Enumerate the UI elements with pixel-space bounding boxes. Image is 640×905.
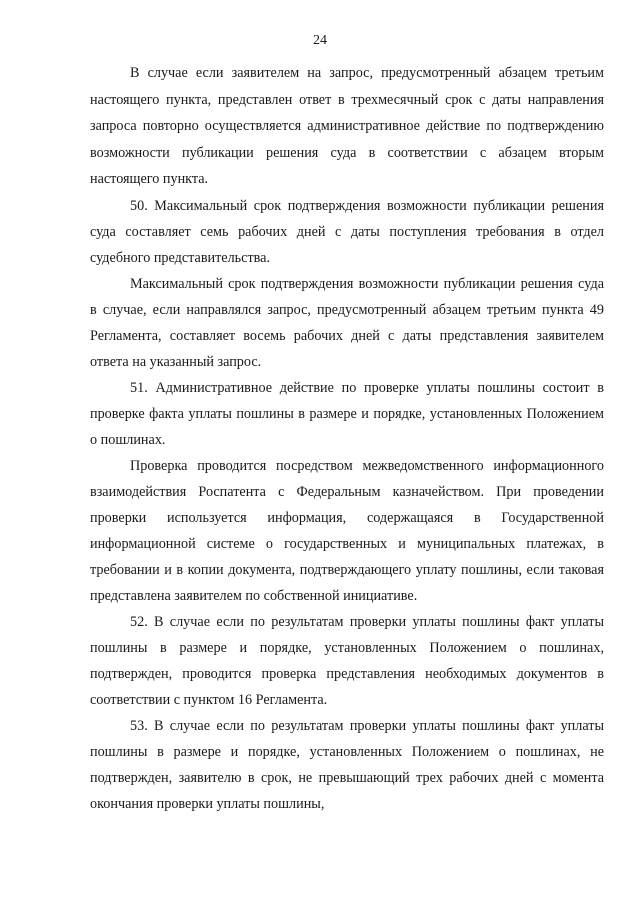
paragraph-53: 53. В случае если по результатам проверки уплаты пошлины факт уплаты пошлины в размере и порядке, установленных Положением о пошлинах, не подтвержден, заявителю в срок, не превышающий трех рабочих дней с момента окончания проверки уплаты пошлины, xyxy=(90,717,604,812)
page-number: 24 xyxy=(313,33,327,48)
paragraph-51: 51. Административное действие по проверке уплаты пошлины состоит в проверке факта уплаты пошлины в размере и порядке, установленных Положением о пошлинах. xyxy=(90,379,604,448)
document-body xyxy=(90,60,604,817)
paragraph-49-addendum: В случае если заявителем на запрос, предусмотренный абзацем третьим настоящего пункта, представлен ответ в трехмесячный срок с даты направления запроса повторно осуществляется административное действие по подтверждению возможности публикации решения суда в соответствии с абзацем вторым настоящего пункта. xyxy=(90,65,604,187)
paragraph-50-continued: Максимальный срок подтверждения возможности публикации решения суда в случае, если направлялся запрос, предусмотренный абзацем третьим пункта 49 Регламента, составляет восемь рабочих дней с даты представления заявителем ответа на указанный запрос. xyxy=(90,275,604,370)
paragraph-51-continued: Проверка проводится посредством межведомственного информационного взаимодействия Роспатента с Федеральным казначейством. При проведении проверки используется информация, содержащаяся в Государственной информационной системе о государственных и муниципальных платежах, в требовании и в копии документа, подтверждающего уплату пошлины, если таковая представлена заявителем по собственной инициативе. xyxy=(90,457,604,604)
paragraph-50: 50. Максимальный срок подтверждения возможности публикации решения суда составляет семь рабочих дней с даты поступления требования в отдел судебного представительства. xyxy=(90,197,604,266)
paragraph-52: 52. В случае если по результатам проверки уплаты пошлины факт уплаты пошлины в размере и порядке, установленных Положением о пошлинах, подтвержден, проводится проверка представления необходимых документов в соответствии с пунктом 16 Регламента. xyxy=(90,613,604,708)
